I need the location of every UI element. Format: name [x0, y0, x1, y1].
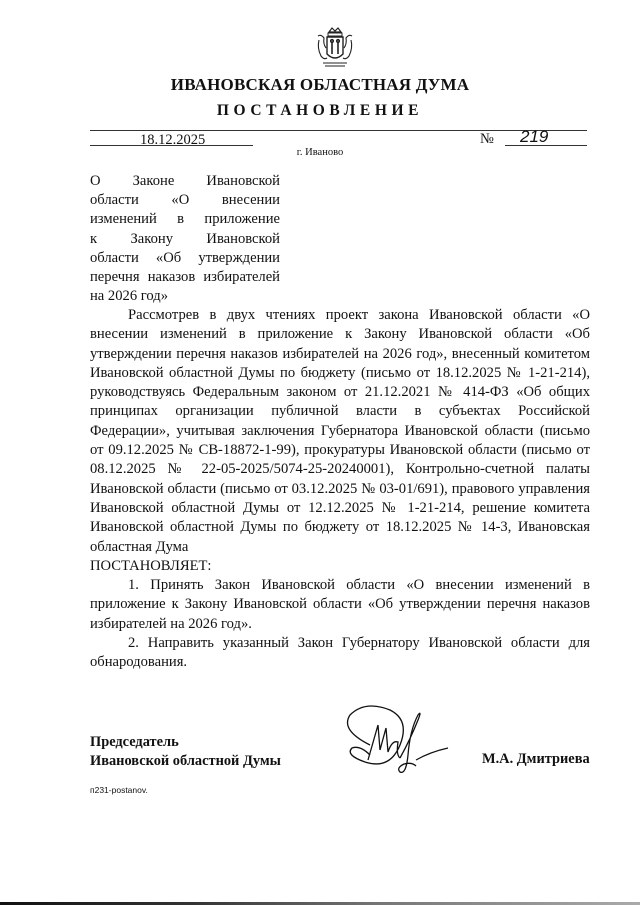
document-number: 219: [520, 127, 549, 146]
number-sign: №: [480, 131, 494, 147]
subject-line: на 2026 год»: [90, 288, 168, 305]
handwritten-signature-icon: [330, 700, 450, 785]
preamble-paragraph: Рассмотрев в двух чтениях проект закона Ивановской области «О внесении изменений в приложение к Закону Ивановской области «Об утверждении перечня наказов избирателей на 2026 год», внесенный комитетом Ивановской областной Думы по бюджету (письмо от 18.12.2025 № 1-21-214), руководствуясь Федеральным законом от 21.12.2021 № 414-ФЗ «Об общих принципах организации публичной власти в субъектах Российской Федерации», учитывая заключения Губернатора Ивановской области (письмо от 09.12.2025 № СВ-18872-1-99), прокуратуры Ивановской области (письмо от 08.12.2025 № 22-05-2025/5074-25-20240001), Контрольно-счетной палаты Ивановской области (письмо от 03.12.2025 № 03-01/691), правового управления Ивановской областной Думы от 12.12.2025 № 1-21-214, решение комитета Ивановской областной Думы по бюджету от 18.12.2025 № 14-3, Ивановская областная Дума: [90, 307, 590, 555]
file-reference: п231-postanov.: [90, 785, 148, 795]
city: г. Иваново: [296, 147, 344, 158]
subject-block: [90, 172, 280, 306]
resolution-item-1: 1. Принять Закон Ивановской области «О внесении изменений в приложение к Закону Ивановской области «Об утверждении перечня наказов избирателей на 2026 год».: [90, 577, 590, 632]
signatory-title: [90, 733, 281, 770]
resolution-item-2: 2. Направить указанный Закон Губернатору Ивановской области для обнародования.: [90, 635, 590, 671]
signatory-title-line-1: Председатель: [90, 734, 179, 750]
subject-line: области «О внесении: [90, 192, 280, 209]
signatory-title-line-2: Ивановской областной Думы: [90, 752, 281, 769]
subject-line: перечня наказов избирателей: [90, 269, 280, 286]
resolves-heading: ПОСТАНОВЛЯЕТ:: [90, 557, 212, 574]
organization-title: ИВАНОВСКАЯ ОБЛАСТНАЯ ДУМА: [170, 75, 470, 94]
subject-line: области «Об утверждении: [90, 249, 280, 266]
document-date: 18.12.2025: [140, 132, 206, 148]
subject-line: изменений в приложение: [90, 211, 280, 228]
document-type: ПОСТАНОВЛЕНИЕ: [216, 102, 424, 119]
subject-line: О Законе Ивановской: [90, 173, 280, 189]
document-body: [90, 306, 590, 673]
header-rule-top: [90, 130, 587, 131]
coat-of-arms-icon: [315, 26, 355, 70]
subject-line: к Закону Ивановской: [90, 230, 280, 247]
signer-name: М.А. Дмитриева: [482, 751, 590, 767]
